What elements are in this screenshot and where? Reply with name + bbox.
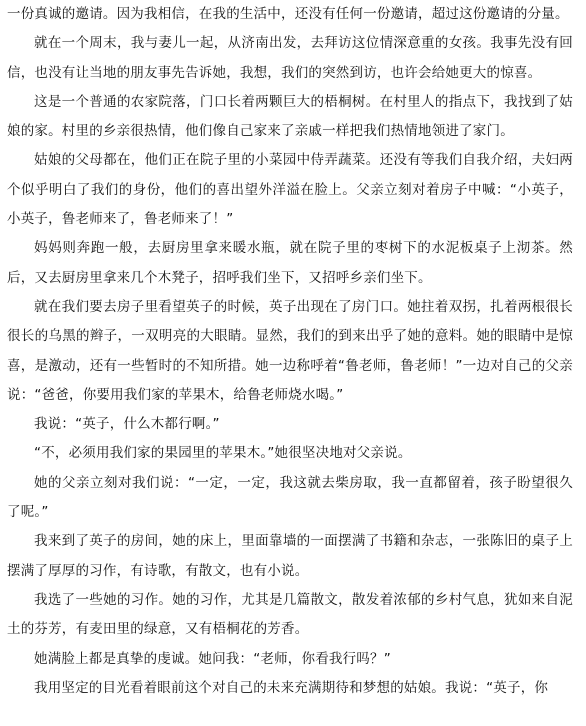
paragraph: 妈妈则奔跑一般，去厨房里拿来暖水瓶，就在院子里的枣树下的水泥板桌子上沏茶。然后，又去厨房里拿来几个木凳子，招呼我们坐下，又招呼乡亲们坐下。 — [7, 240, 573, 286]
paragraph: 我选了一些她的习作。她的习作，尤其是几篇散文，散发着浓郁的乡村气息，犹如来自泥土的芬芳，有麦田里的绿意，又有梧桐花的芳香。 — [7, 591, 573, 638]
paragraph: 我说：“英子，什么木都行啊。” — [34, 416, 220, 433]
paragraph: 她的父亲立刻对我们说：“一定，一定，我这就去柴房取，我一直都留着，孩子盼望很久了呢。” — [7, 474, 573, 521]
paragraph: 就在一个周末，我与妻儿一起，从济南出发，去拜访这位情深意重的女孩。我事先没有回信，也没有让当地的朋友事先告诉她，我想，我们的突然到访，也许会给她更大的惊喜。 — [7, 35, 573, 81]
paragraph: 姑娘的父母都在，他们正在院子里的小菜园中侍弄蔬菜。还没有等我们自我介绍，夫妇两个似乎明白了我们的身份，他们的喜出望外洋溢在脸上。父亲立刻对着房子中喊：“小英子，小英子，鲁老师来了，鲁老师来了！” — [7, 152, 573, 228]
paragraph: “不，必须用我们家的果园里的苹果木。”她很坚决地对父亲说。 — [34, 445, 412, 462]
paragraph: 一份真诚的邀请。因为我相信，在我的生活中，还没有任何一份邀请，超过这份邀请的分量。 — [7, 6, 569, 22]
paragraph: 我来到了英子的房间，她的床上，里面靠墙的一面摆满了书籍和杂志，一张陈旧的桌子上摆满了厚厚的习作，有诗歌，有散文，也有小说。 — [7, 533, 573, 579]
paragraph: 就在我们要去房子里看望英子的时候，英子出现在了房门口。她拄着双拐，扎着两根很长很长的乌黑的辫子，一双明亮的大眼睛。显然，我们的到来出乎了她的意料。她的眼睛中是惊喜，是激动，还有一些暂时的不知所措。她一边称呼着“鲁老师，鲁老师！”一边对自己的父亲说：“爸爸，你要用我们家的苹果木，给鲁老师烧水喝。” — [7, 298, 573, 403]
paragraph: 我用坚定的目光看着眼前这个对自己的未来充满期待和梦想的姑娘。我说：“英子，你 — [34, 679, 549, 696]
paragraph: 她满脸上都是真挚的虔诚。她问我：“老师，你看我行吗？” — [34, 650, 391, 667]
document-body — [7, 0, 573, 703]
paragraph: 这是一个普通的农家院落，门口长着两颗巨大的梧桐树。在村里人的指点下，我找到了姑娘的家。村里的乡亲很热情，他们像自己家来了亲戚一样把我们热情地领进了家门。 — [7, 93, 573, 140]
